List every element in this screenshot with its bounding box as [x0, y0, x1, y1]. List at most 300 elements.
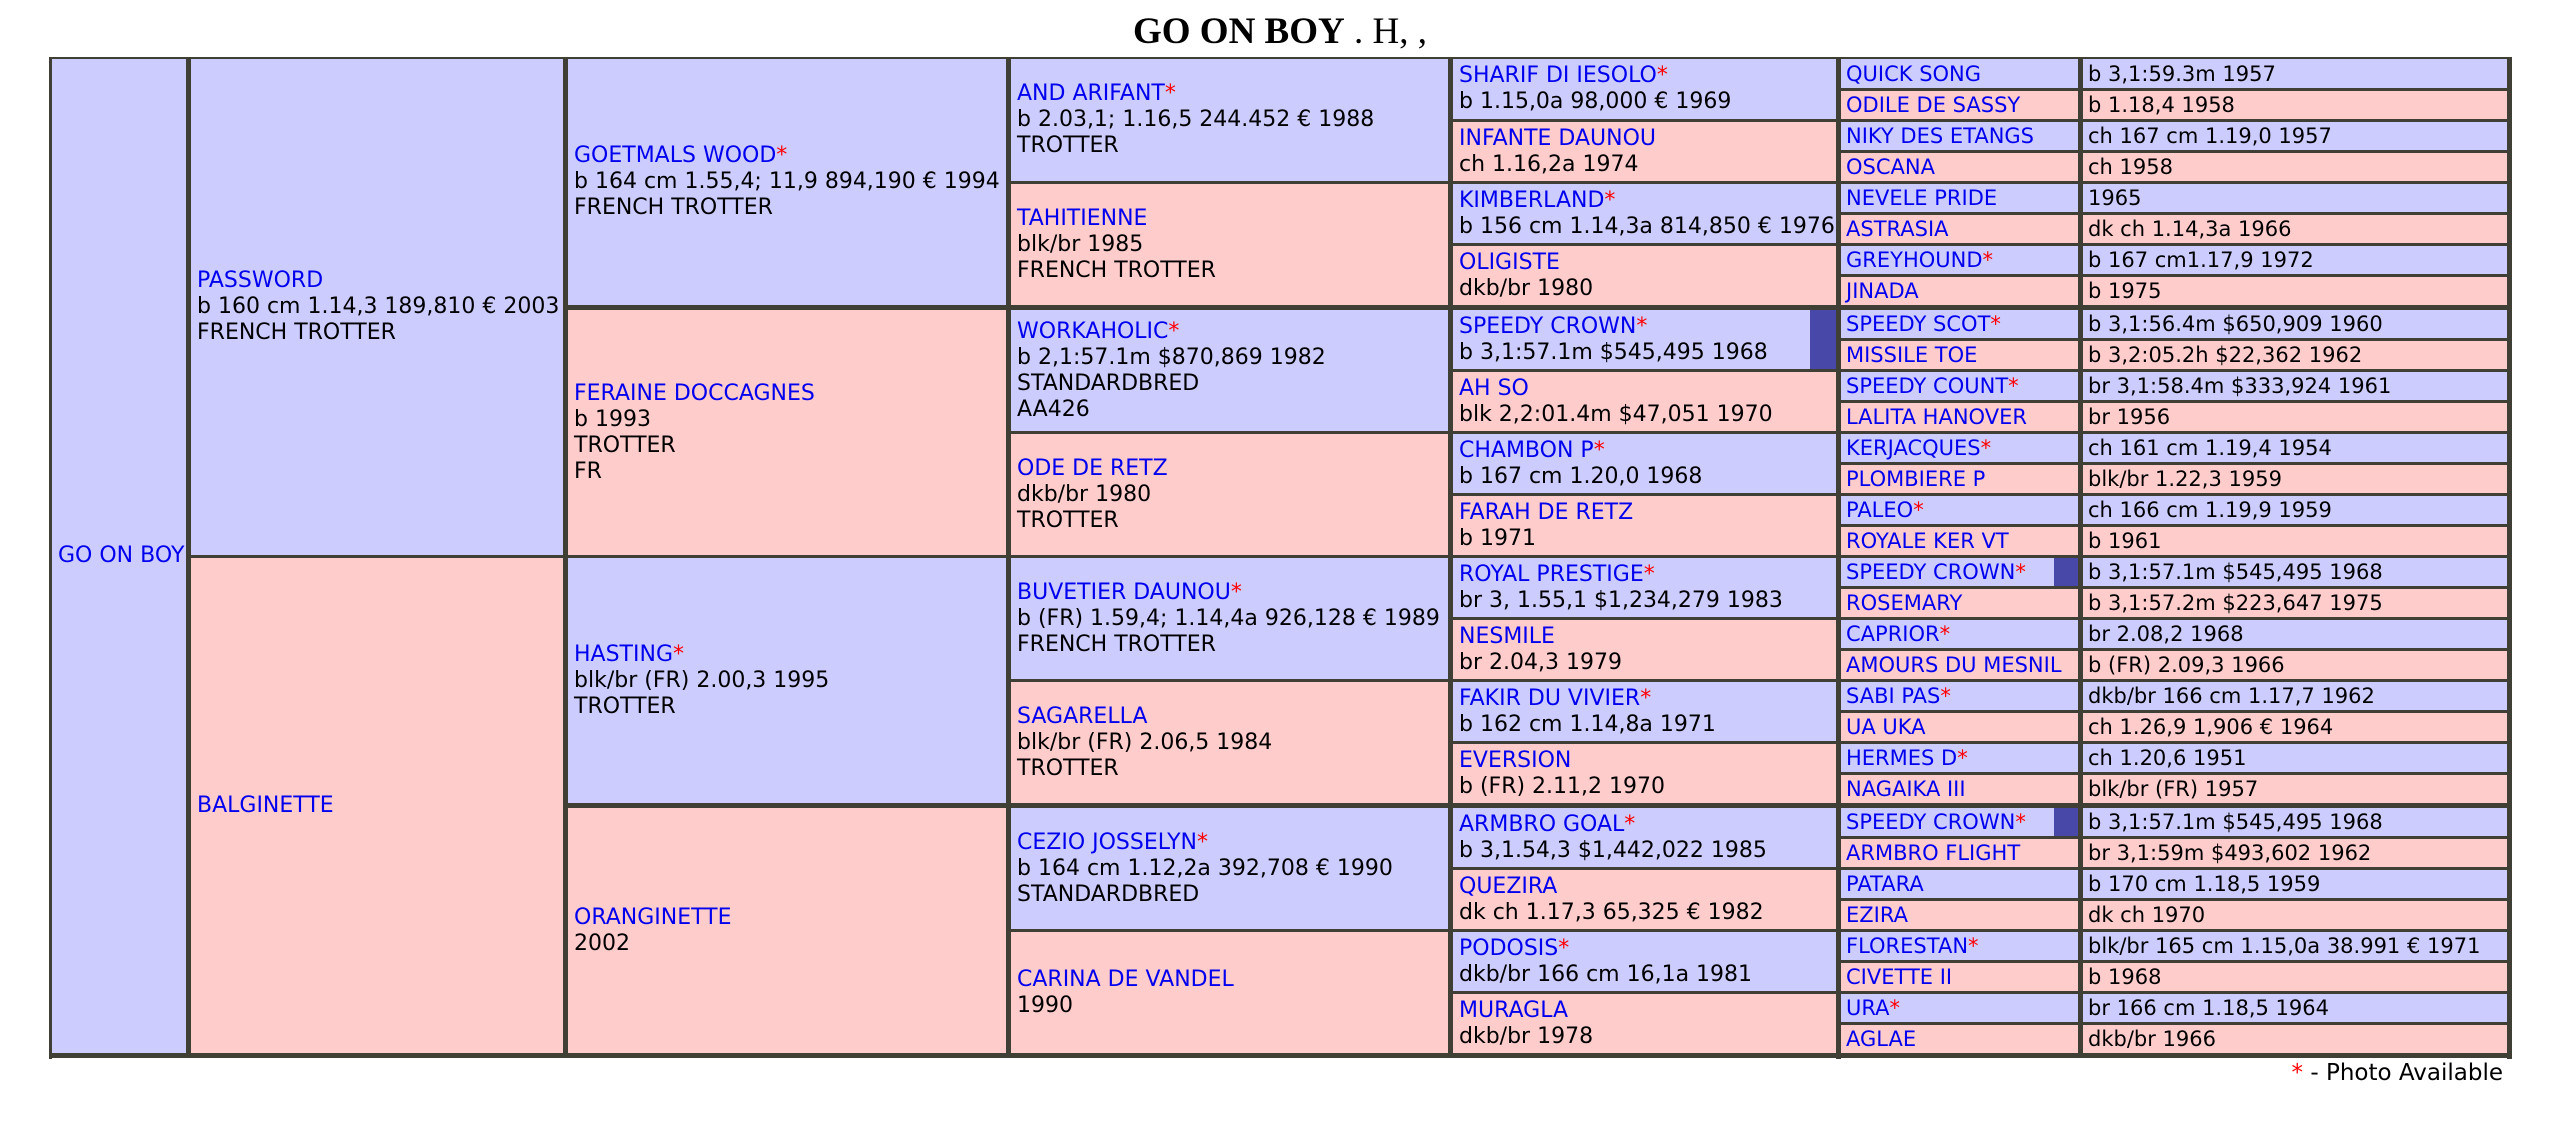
horse-info — [1846, 903, 2078, 927]
horse-name-link[interactable]: FARAH DE RETZ — [1459, 499, 1634, 525]
horse-detail: br 3, 1.55,1 $1,234,279 1983 — [1459, 587, 1783, 613]
horse-name-link[interactable]: ROSEMARY — [1846, 591, 1963, 615]
horse-name-link[interactable]: EVERSION — [1459, 747, 1572, 773]
horse-detail: FR — [574, 458, 602, 484]
horse-detail: blk/br (FR) 1957 — [2088, 777, 2259, 801]
horse-info — [1459, 438, 1836, 490]
horse-detail: b 167 cm1.17,9 1972 — [2088, 248, 2314, 272]
photo-available-legend: - Photo Available — [2303, 1060, 2503, 1086]
horse-detail: blk/br 165 cm 1.15,0a 38.991 € 1971 — [2088, 934, 2481, 958]
pedigree-cell-gen5-name — [1841, 310, 2078, 338]
photo-available-star-legend: * — [2291, 1060, 2304, 1086]
horse-detail: b 156 cm 1.14,3a 814,850 € 1976 — [1459, 213, 1835, 239]
pedigree-cell-gen5-name — [1841, 839, 2078, 867]
horse-name-line — [1459, 438, 1836, 464]
pedigree-cell-gen2 — [568, 808, 1006, 1053]
photo-available-star[interactable]: * — [1593, 437, 1605, 463]
horse-name-line — [1459, 500, 1836, 526]
pedigree-cell-gen5-name — [1841, 122, 2078, 150]
pedigree-cell-gen4 — [1453, 246, 1836, 305]
horse-name-line — [1846, 560, 2078, 584]
pedigree-cell-gen5-detail — [2083, 496, 2507, 524]
horse-name-link[interactable]: SPEEDY CROWN — [1846, 560, 2016, 584]
photo-available-star[interactable]: * — [1940, 684, 1951, 708]
pedigree-cell-gen5-name — [1841, 682, 2078, 710]
pedigree-cell-gen5-name — [1841, 341, 2078, 369]
horse-name-link[interactable]: CARINA DE VANDEL — [1017, 966, 1234, 992]
horse-detail: TROTTER — [1017, 133, 1119, 158]
horse-name-link[interactable]: AGLAE — [1846, 1027, 1917, 1051]
horse-name-line — [1846, 93, 2078, 117]
pedigree-cell-gen4 — [1453, 994, 1836, 1053]
horse-info — [1846, 436, 2078, 460]
photo-available-star[interactable]: * — [1939, 622, 1951, 646]
horse-name-link[interactable]: NEVELE PRIDE — [1846, 186, 1998, 210]
horse-name-link[interactable]: SABI PAS — [1846, 684, 1941, 708]
horse-info — [1846, 529, 2078, 553]
horse-detail: 1990 — [1017, 992, 1073, 1018]
pedigree-cell-gen5-detail — [2083, 91, 2507, 119]
horse-detail: b 1971 — [1459, 525, 1536, 551]
horse-detail: ch 166 cm 1.19,9 1959 — [2088, 498, 2332, 522]
horse-detail: FRENCH TROTTER — [197, 320, 396, 345]
pedigree-cell-gen1 — [191, 59, 563, 555]
horse-name-line — [1846, 746, 2078, 770]
horse-detail: STANDARDBRED — [1017, 881, 1200, 907]
horse-detail: ch 161 cm 1.19,4 1954 — [2088, 436, 2332, 460]
pedigree-cell-gen3 — [1011, 434, 1448, 555]
photo-available-star[interactable]: * — [2008, 374, 2019, 398]
horse-name-link[interactable]: SPEEDY CROWN — [1846, 810, 2016, 834]
horse-name-line — [1459, 188, 1836, 214]
horse-detail: 2002 — [574, 930, 630, 956]
horse-name-link[interactable]: URA — [1846, 996, 1890, 1020]
horse-name-link[interactable]: NIKY DES ETANGS — [1846, 124, 2035, 148]
horse-name-link[interactable]: CAPRIOR — [1846, 622, 1940, 646]
horse-info — [1459, 812, 1836, 864]
horse-name-link[interactable]: CHAMBON P — [1459, 437, 1594, 463]
pedigree-cell-gen5-detail — [2083, 775, 2507, 803]
pedigree-cell-gen5-name — [1841, 775, 2078, 803]
pedigree-cell-gen2 — [568, 59, 1006, 305]
pedigree-cell-gen5-name — [1841, 744, 2078, 772]
horse-info — [1459, 936, 1836, 988]
horse-name-line — [1017, 580, 1448, 606]
horse-name-line — [1846, 436, 2078, 460]
horse-name-link[interactable]: ARMBRO FLIGHT — [1846, 841, 2021, 865]
horse-info — [1459, 874, 1836, 926]
pedigree-cell-gen3 — [1011, 310, 1448, 431]
photo-available-star[interactable]: * — [1230, 579, 1242, 605]
horse-name-line — [1459, 624, 1836, 650]
horse-name-line — [1846, 715, 2078, 739]
photo-available-star[interactable]: * — [1168, 318, 1180, 344]
horse-name-link[interactable]: BUVETIER DAUNOU — [1017, 579, 1231, 605]
horse-info — [1846, 872, 2078, 896]
horse-detail: TROTTER — [574, 693, 676, 719]
horse-name-link[interactable]: QUICK SONG — [1846, 61, 1982, 86]
horse-info — [574, 642, 1006, 720]
horse-name-link[interactable]: PATARA — [1846, 872, 1924, 896]
pedigree-cell-gen4 — [1453, 870, 1836, 929]
horse-info — [1017, 830, 1448, 908]
horse-info — [1459, 376, 1836, 428]
horse-name-line — [1459, 874, 1836, 900]
pedigree-cell-gen5-name — [1841, 465, 2078, 493]
horse-name-link[interactable]: MURAGLA — [1459, 997, 1569, 1023]
pedigree-cell-gen4 — [1453, 59, 1836, 119]
horse-name-link[interactable]: ARMBRO GOAL — [1459, 811, 1625, 837]
pedigree-cell-gen5-detail — [2083, 839, 2507, 867]
photo-available-star[interactable]: * — [1636, 313, 1648, 339]
horse-info — [574, 381, 1006, 485]
horse-info — [1017, 81, 1448, 159]
pedigree-cell-gen5-detail — [2083, 122, 2507, 150]
pedigree-cell-gen5-name — [1841, 870, 2078, 898]
pedigree-cell-gen5-name — [1841, 277, 2078, 305]
horse-info — [1846, 498, 2078, 522]
horse-detail: b 170 cm 1.18,5 1959 — [2088, 872, 2321, 896]
horse-info — [1846, 405, 2078, 429]
horse-detail: br 3,1:58.4m $333,924 1961 — [2088, 374, 2392, 398]
pedigree-cell-gen5-detail — [2083, 963, 2507, 991]
photo-available-star[interactable]: * — [1889, 996, 1900, 1020]
pedigree-cell-gen5-detail — [2083, 589, 2507, 617]
horse-name-link[interactable]: EZIRA — [1846, 903, 1908, 927]
horse-info — [197, 793, 563, 819]
pedigree-cell-gen4 — [1453, 744, 1836, 803]
horse-name-link[interactable]: CIVETTE II — [1846, 965, 1953, 989]
pedigree-cell-gen5-name — [1841, 651, 2078, 679]
photo-available-star[interactable]: * — [776, 143, 788, 168]
pedigree-cell-gen5-name — [1841, 713, 2078, 741]
pedigree-cell-gen5-name — [1841, 527, 2078, 555]
pedigree-cell-gen4 — [1453, 434, 1836, 493]
horse-info — [1017, 456, 1448, 534]
subject-horse-name[interactable]: GO ON BOY — [58, 543, 185, 568]
horse-info — [1846, 746, 2078, 770]
horse-info — [1846, 996, 2078, 1020]
pedigree-cell-gen5-detail — [2083, 932, 2507, 960]
horse-name-line — [1017, 967, 1448, 993]
horse-name-link[interactable]: FAKIR DU VIVIER — [1459, 685, 1641, 711]
horse-detail: blk/br (FR) 2.00,3 1995 — [574, 667, 830, 693]
pedigree-cell-gen5-detail — [2083, 870, 2507, 898]
horse-name-line — [1459, 376, 1836, 402]
horse-name-link[interactable]: PODOSIS — [1459, 935, 1559, 961]
pedigree-cell-gen5-detail — [2083, 341, 2507, 369]
horse-detail: ch 1.26,9 1,906 € 1964 — [2088, 715, 2334, 739]
horse-name-line — [1846, 996, 2078, 1020]
pedigree-cell-gen5-name — [1841, 184, 2078, 212]
horse-name-link[interactable]: SPEEDY COUNT — [1846, 374, 2009, 398]
pedigree-cell-gen4 — [1453, 620, 1836, 679]
horse-name-line — [1017, 830, 1448, 856]
horse-name-line — [1459, 812, 1836, 838]
horse-detail: b 2.03,1; 1.16,5 244.452 € 1988 — [1017, 107, 1375, 132]
photo-available-star[interactable]: * — [1558, 935, 1570, 961]
photo-available-star[interactable]: * — [1164, 81, 1176, 106]
horse-name-link[interactable]: PALEO — [1846, 498, 1914, 522]
horse-detail: dkb/br 1978 — [1459, 1023, 1594, 1049]
horse-detail: dkb/br 166 cm 1.17,7 1962 — [2088, 684, 2375, 708]
pedigree-cell-gen5-detail — [2083, 403, 2507, 431]
horse-detail: b 164 cm 1.55,4; 11,9 894,190 € 1994 — [574, 169, 1000, 194]
horse-detail: b 3,1:59.3m 1957 — [2088, 61, 2276, 86]
horse-name-link[interactable]: AND ARIFANT — [1017, 81, 1165, 106]
photo-available-star[interactable]: * — [1990, 312, 2001, 336]
horse-name-link[interactable]: INFANTE DAUNOU — [1459, 125, 1657, 151]
horse-name-link[interactable]: OSCANA — [1846, 155, 1935, 179]
horse-name-link[interactable]: WORKAHOLIC — [1017, 318, 1169, 344]
photo-available-star[interactable]: * — [1643, 561, 1655, 587]
horse-info — [1846, 715, 2078, 739]
horse-name-line — [1846, 622, 2078, 646]
horse-info — [1017, 206, 1448, 284]
horse-info — [1459, 686, 1836, 738]
horse-name-link[interactable]: PLOMBIERE P — [1846, 467, 1986, 491]
horse-name-line — [1017, 456, 1448, 482]
horse-name-link[interactable]: NAGAIKA III — [1846, 777, 1966, 801]
horse-name-link[interactable]: ORANGINETTE — [574, 904, 732, 930]
pedigree-cell-gen5-detail — [2083, 59, 2507, 88]
horse-detail: b 1993 — [574, 406, 651, 432]
pedigree-cell-gen5-name — [1841, 589, 2078, 617]
horse-name-link[interactable]: QUEZIRA — [1459, 873, 1558, 899]
horse-detail: ch 1.20,6 1951 — [2088, 746, 2247, 770]
horse-name-link[interactable]: ODE DE RETZ — [1017, 455, 1168, 481]
horse-name-line — [1459, 998, 1836, 1024]
horse-info — [1846, 777, 2078, 801]
pedigree-cell-gen4 — [1453, 184, 1836, 243]
horse-info — [1846, 93, 2078, 117]
photo-available-star[interactable]: * — [1656, 63, 1668, 88]
photo-available-star[interactable]: * — [2015, 810, 2026, 834]
horse-detail: b 1.18,4 1958 — [2088, 93, 2235, 117]
horse-info — [1459, 63, 1836, 115]
horse-detail: ch 1.16,2a 1974 — [1459, 151, 1639, 177]
horse-info — [574, 143, 1006, 221]
horse-detail: br 166 cm 1.18,5 1964 — [2088, 996, 2329, 1020]
horse-name-link[interactable]: SHARIF DI IESOLO — [1459, 63, 1657, 88]
horse-name-link[interactable]: HASTING — [574, 641, 673, 667]
pedigree-cell-gen5-name — [1841, 620, 2078, 648]
horse-name-line — [1846, 965, 2078, 989]
horse-detail: b 3,1:57.1m $545,495 1968 — [1459, 339, 1768, 365]
horse-detail: b 167 cm 1.20,0 1968 — [1459, 463, 1703, 489]
pedigree-cell-gen5-detail — [2083, 744, 2507, 772]
photo-available-star[interactable]: * — [1604, 187, 1616, 213]
photo-available-star[interactable]: * — [1197, 829, 1208, 855]
photo-available-star[interactable]: * — [1968, 934, 1979, 958]
pedigree-cell-gen5-detail — [2083, 277, 2507, 305]
photo-available-star[interactable]: * — [1624, 811, 1636, 837]
horse-name-line — [1846, 186, 2078, 210]
pedigree-cell-gen5-detail — [2083, 713, 2507, 741]
horse-name-link[interactable]: AH SO — [1459, 375, 1529, 401]
pedigree-cell-gen5-name — [1841, 932, 2078, 960]
horse-detail: b 160 cm 1.14,3 189,810 € 2003 — [197, 294, 560, 319]
horse-info — [1846, 155, 2078, 179]
horse-info — [1459, 250, 1836, 302]
pedigree-cell-gen5-name — [1841, 558, 2078, 586]
horse-detail: b (FR) 1.59,4; 1.14,4a 926,128 € 1989 — [1017, 605, 1440, 631]
horse-name-line — [1846, 777, 2078, 801]
horse-info — [1846, 841, 2078, 865]
horse-name-line — [1846, 62, 2078, 86]
horse-info — [1846, 374, 2078, 398]
horse-detail: b 2,1:57.1m $870,869 1982 — [1017, 344, 1326, 370]
pedigree-cell-gen3 — [1011, 932, 1448, 1053]
pedigree-cell-gen2 — [568, 310, 1006, 555]
horse-name-line — [1846, 684, 2078, 708]
horse-name-link[interactable]: ROYAL PRESTIGE — [1459, 561, 1644, 587]
horse-name-line — [1017, 206, 1448, 232]
horse-detail: blk/br 1985 — [1017, 231, 1144, 257]
horse-name-link[interactable]: FLORESTAN — [1846, 934, 1969, 958]
photo-available-star[interactable]: * — [1980, 436, 1992, 460]
horse-name-link[interactable]: SAGARELLA — [1017, 703, 1148, 729]
horse-name-line — [197, 793, 563, 819]
pedigree-cell-gen5-name — [1841, 153, 2078, 181]
photo-available-star[interactable]: * — [1982, 248, 1994, 272]
pedigree-cell-gen4 — [1453, 558, 1836, 617]
pedigree-cell-gen4 — [1453, 122, 1836, 181]
horse-name-link[interactable]: ASTRASIA — [1846, 217, 1949, 241]
footer-blank-cell — [52, 1058, 1836, 1088]
horse-name-link[interactable]: HERMES D — [1846, 746, 1958, 770]
horse-name-line — [1846, 467, 2078, 491]
pedigree-cell-gen5-name — [1841, 901, 2078, 929]
horse-info — [1846, 622, 2078, 646]
horse-name-line — [1846, 405, 2078, 429]
horse-info — [1846, 934, 2078, 958]
horse-detail: dkb/br 166 cm 16,1a 1981 — [1459, 961, 1753, 987]
horse-detail: dkb/br 1980 — [1459, 275, 1594, 301]
horse-detail: b (FR) 2.11,2 1970 — [1459, 773, 1666, 799]
duplicate-ancestor-marker — [1810, 310, 1836, 369]
horse-name-link[interactable]: KERJACQUES — [1846, 436, 1981, 460]
horse-name-link[interactable]: ROYALE KER VT — [1846, 529, 2009, 553]
pedigree-cell-gen5-detail — [2083, 372, 2507, 400]
horse-name-line — [1017, 81, 1448, 107]
pedigree-cell-gen4 — [1453, 932, 1836, 991]
horse-name-line — [1459, 748, 1836, 774]
horse-name-link[interactable]: ODILE DE SASSY — [1846, 93, 2021, 117]
horse-name-link[interactable]: SPEEDY CROWN — [1459, 313, 1637, 339]
horse-name-line — [1459, 63, 1836, 89]
horse-name-line — [1846, 841, 2078, 865]
horse-name-line — [574, 905, 1006, 931]
pedigree-cell-gen5-name — [1841, 215, 2078, 243]
horse-info — [1846, 279, 2078, 303]
horse-detail: br 1956 — [2088, 405, 2171, 429]
horse-detail: dkb/br 1966 — [2088, 1027, 2216, 1051]
horse-name-link[interactable]: BALGINETTE — [197, 792, 334, 818]
horse-name-link[interactable]: GOETMALS WOOD — [574, 143, 777, 168]
horse-info — [1017, 319, 1448, 423]
horse-name-line — [1846, 217, 2078, 241]
horse-name-link[interactable]: SPEEDY SCOT — [1846, 312, 1991, 336]
pedigree-cell-gen5-detail — [2083, 558, 2507, 586]
horse-info — [1017, 704, 1448, 782]
pedigree-cell-gen3 — [1011, 558, 1448, 679]
horse-name-link[interactable]: KIMBERLAND — [1459, 187, 1605, 213]
horse-name-link[interactable]: JINADA — [1846, 279, 1919, 303]
pedigree-cell-gen5-detail — [2083, 682, 2507, 710]
pedigree-table — [49, 57, 2512, 1086]
horse-name-link[interactable]: AMOURS DU MESNIL — [1846, 653, 2062, 677]
horse-name-link[interactable]: NESMILE — [1459, 623, 1555, 649]
horse-detail: b 3,1:57.1m $545,495 1968 — [2088, 810, 2383, 834]
horse-info — [1846, 186, 2078, 210]
horse-info — [1846, 248, 2078, 272]
pedigree-cell-gen3 — [1011, 682, 1448, 803]
photo-available-star[interactable]: * — [1957, 746, 1968, 770]
horse-info — [58, 543, 186, 569]
horse-detail: dk ch 1970 — [2088, 903, 2206, 927]
horse-info — [197, 268, 563, 346]
horse-name-link[interactable]: MISSILE TOE — [1846, 343, 1978, 367]
horse-name-line — [1846, 934, 2078, 958]
pedigree-cell-gen5-name — [1841, 496, 2078, 524]
horse-name-link[interactable]: OLIGISTE — [1459, 249, 1560, 275]
horse-detail: AA426 — [1017, 396, 1090, 422]
photo-available-star[interactable]: * — [673, 641, 684, 667]
horse-name-line — [1846, 248, 2078, 272]
photo-available-star[interactable]: * — [1913, 498, 1924, 522]
pedigree-cell-gen3 — [1011, 808, 1448, 929]
pedigree-cell-gen5-detail — [2083, 215, 2507, 243]
photo-available-star[interactable]: * — [2015, 560, 2026, 584]
pedigree-cell-gen5-detail — [2083, 901, 2507, 929]
horse-name-line — [1846, 343, 2078, 367]
pedigree-cell-gen5-name — [1841, 91, 2078, 119]
horse-info — [1459, 188, 1836, 240]
horse-info — [1846, 560, 2078, 584]
pedigree-cell-gen5-detail — [2083, 808, 2507, 836]
pedigree-cell-gen5-detail — [2083, 153, 2507, 181]
horse-detail: blk/br (FR) 2.06,5 1984 — [1017, 729, 1273, 755]
horse-info — [1846, 810, 2078, 834]
pedigree-cell-gen5-name — [1841, 434, 2078, 462]
horse-name-line — [1846, 529, 2078, 553]
horse-name-line — [1846, 155, 2078, 179]
horse-name-link[interactable]: PASSWORD — [197, 268, 324, 293]
horse-detail: b 1975 — [2088, 279, 2162, 303]
photo-available-star[interactable]: * — [1640, 685, 1652, 711]
horse-detail: b 1.15,0a 98,000 € 1969 — [1459, 89, 1732, 114]
horse-detail: b (FR) 2.09,3 1966 — [2088, 653, 2285, 677]
horse-name-link[interactable]: LALITA HANOVER — [1846, 405, 2027, 429]
horse-name-line — [197, 268, 563, 294]
pedigree-cell-gen1 — [191, 558, 563, 1053]
pedigree-cell-gen5-detail — [2083, 310, 2507, 338]
horse-name-link[interactable]: TAHITIENNE — [1017, 205, 1148, 231]
horse-detail: b 162 cm 1.14,8a 1971 — [1459, 711, 1716, 737]
horse-name-link[interactable]: UA UKA — [1846, 715, 1926, 739]
horse-name-link[interactable]: FERAINE DOCCAGNES — [574, 380, 815, 406]
horse-name-line — [1459, 562, 1836, 588]
horse-name-link[interactable]: GREYHOUND — [1846, 248, 1983, 272]
pedigree-cell-gen5-detail — [2083, 620, 2507, 648]
horse-detail: b 3,1:57.2m $223,647 1975 — [2088, 591, 2383, 615]
horse-name-line — [1846, 312, 2078, 336]
horse-name-link[interactable]: CEZIO JOSSELYN — [1017, 829, 1197, 855]
horse-name-line — [1846, 279, 2078, 303]
pedigree-cell-gen5-detail — [2083, 994, 2507, 1022]
horse-detail: TROTTER — [574, 432, 676, 458]
